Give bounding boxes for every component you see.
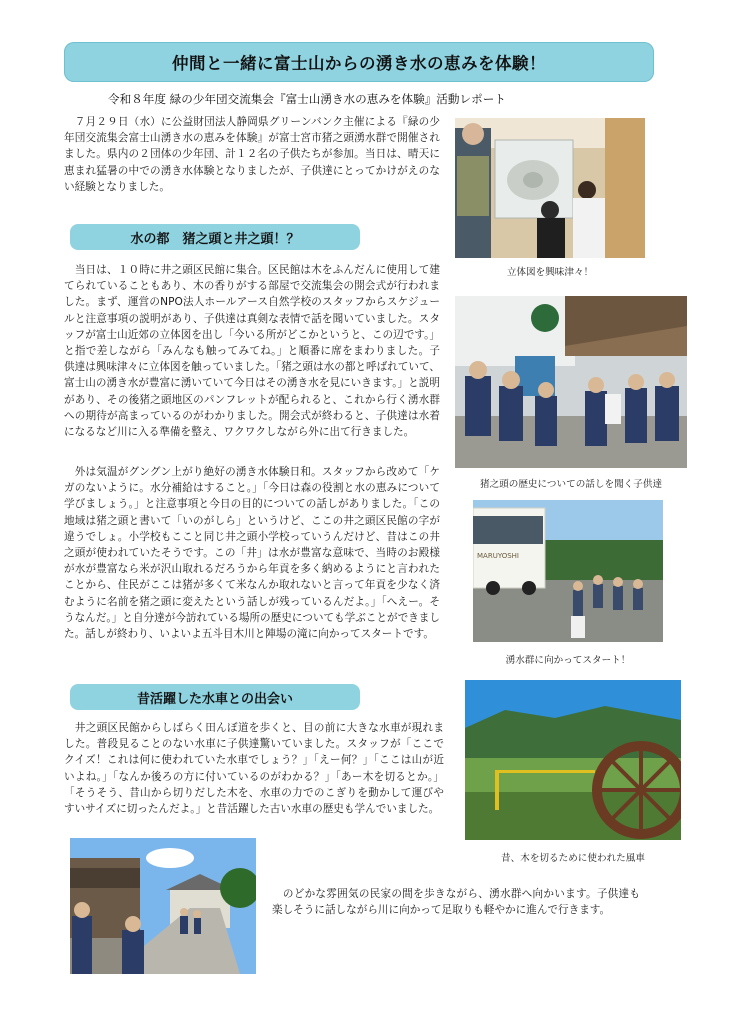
section2-paragraph2: のどかな雰囲気の民家の間を歩きながら、湧水群へ向かいます。子供達も楽しそうに話しながら川に向かって足取りも軽やかに進んで行きます。 [272, 888, 640, 917]
relief-map-photo [455, 118, 645, 258]
intro-paragraph: ７月２９日（水）に公益財団法人静岡県グリーンバンク主催による『緑の少年団交流集会富士山湧き水の恵みを体験』が富士宮市猪之頭湧水群で開催されました。県内の２団体の少年団、計１２名の子供たちが参加。当日は、晴天に恵まれ猛暑の中での湧き水体験となりましたが、子供達にとってかけがえのない経験となりました。 [64, 116, 440, 193]
village-walk-photo [70, 838, 256, 974]
bus-start-photo [473, 500, 663, 642]
section2-heading: 昔活躍した水車との出会い [70, 684, 360, 710]
caption-photo3: 湧水群に向かってスタート！ [505, 655, 631, 666]
section2-paragraph1: 井之頭区民館からしばらく田んぼ道を歩くと、目の前に大きな水車が現れました。普段見ることのない水車に子供達驚いていました。スタッフが「ここでクイズ！これは何に使われていた水車でしょう？」「えー何？」「ここは山が近いよね。」「なんか後ろの方に付いているのがわかる？」「あー木を切るとか。」「そうそう、昔山から切りだした木を、水車の力でのこぎりを動かして運びやすいサイズに切ったんだよ。」と昔活躍した古い水車の歴史も学んでいました。 [64, 722, 444, 816]
caption-photo4: 昔、木を切るために使われた風車 [501, 853, 645, 864]
page-subtitle: 令和８年度 緑の少年団交流集会『富士山湧き水の恵みを体験』活動レポート [108, 92, 506, 106]
section1-paragraph2: 外は気温がグングン上がり絶好の湧き水体験日和。スタッフから改めて「ケガのないように。水分補給はすること。」「今日は森の役割と水の恵みについて学びましょう。」と注意事項と今日の目的についての話しがありました。「この地域は猪之頭と書いて「いのがしら」というけど、ここの井之頭区民館の字が違うでしょ。小学校もここと同じ井之頭小学校っていうんだけど、昔はこの井之頭が使われていたそうです。この「井」は水が豊富な意味で、当時のお殿様が水が豊富なら米が沢山取れるだろうから年貢を多く納めるようにと言われたことから、住民がここは猪が多くて米なんか取れないと言って年貢を少なく済むように名前を猪之頭に変えたという話しが残っているんだよ。」「へえー。そうなんだ。」と自分達が今訪れている場所の歴史についても学ぶことができました。話しが終わり、いよいよ五斗目木川と陣場の滝に向かってスタートです。 [64, 466, 440, 641]
caption-photo2: 猪之頭の歴史についての話しを聞く子供達 [479, 479, 663, 490]
section1-paragraph1: 当日は、１０時に井之頭区民館に集合。区民館は木をふんだんに使用して建てられていることもあり、木の香りがする部屋で交流集会の開会式が行われました。まず、運営のNPO法人ホールアース自然学校のスタッフからスケジュールと注意事項の説明があり、子供達は真剣な表情で話を聞いていました。スタッフが富士山近郊の立体図を出し「今いる所がどこかというと、この辺です。」と指で差しながら「みんなも触ってみてね。」と順番に席をまわりました。子供達は興味津々に立体図を触っていました。「猪之頭は水の都と呼ばれていて、富士山の湧き水が豊富に湧いていて今日はその湧き水を見にいきます。」と説明があり、その後猪之頭地区のパンフレットが配られると、これから行く湧水群への期待が高まっているのがわかりました。開会式が終わると、子供達は水着になるなど川に入る準備を整え、ワクワクしながら外に出て行きました。 [64, 264, 440, 439]
bus-lettering: MARUYOSHI [477, 552, 519, 560]
outdoor-talk-photo [455, 296, 687, 468]
caption-photo1: 立体図を興味津々！ [506, 267, 594, 278]
page-title: 仲間と一緒に富士山からの湧き水の恵みを体験！ [64, 42, 654, 82]
water-wheel-photo [465, 680, 681, 840]
section1-heading: 水の都 猪之頭と井之頭！？ [70, 224, 360, 250]
